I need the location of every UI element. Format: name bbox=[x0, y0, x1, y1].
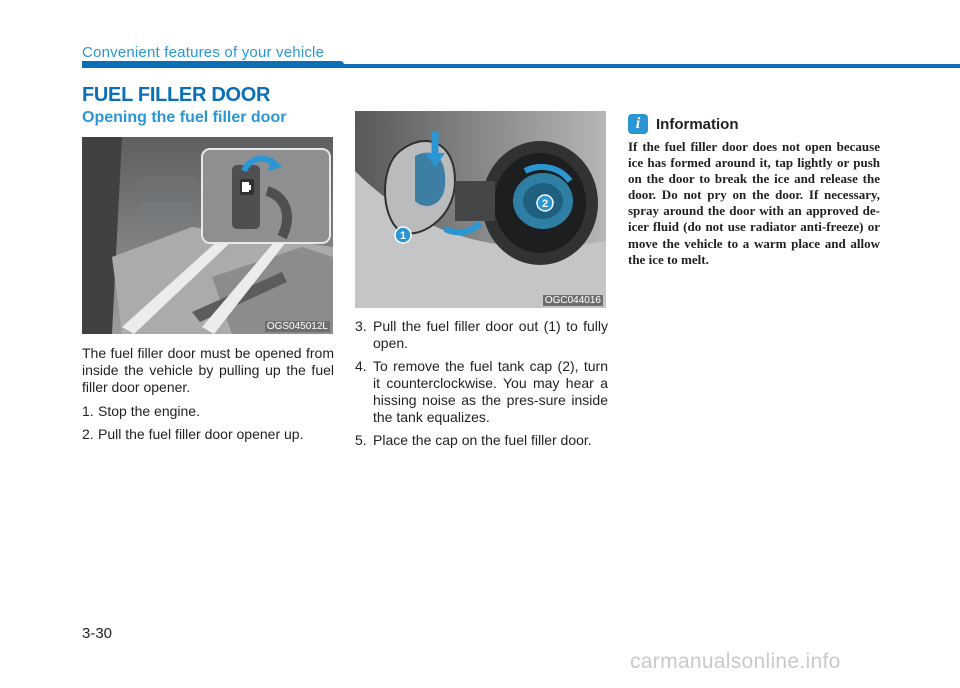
figure-code: OGS045012L bbox=[266, 321, 328, 332]
step-text: Place the cap on the fuel filler door. bbox=[373, 432, 592, 448]
step-4 bbox=[355, 358, 608, 426]
column-2-text bbox=[355, 318, 608, 455]
step-2 bbox=[82, 426, 334, 443]
step-3 bbox=[355, 318, 608, 352]
step-1 bbox=[82, 403, 334, 420]
fuel-door-illustration bbox=[355, 111, 606, 308]
section-header: Convenient features of your vehicle bbox=[82, 44, 325, 61]
figure-code: OGC044016 bbox=[544, 295, 601, 306]
figure-fuel-door-photo bbox=[355, 111, 606, 308]
step-5 bbox=[355, 432, 608, 449]
step-text: Pull the fuel filler door out (1) to fully open. bbox=[373, 318, 608, 351]
info-icon: i bbox=[628, 114, 648, 134]
step-number: 4. bbox=[355, 358, 367, 374]
subheading: Opening the fuel filler door bbox=[82, 109, 287, 126]
svg-text:2: 2 bbox=[541, 198, 549, 210]
step-number: 2. bbox=[82, 426, 94, 442]
step-number: 1. bbox=[82, 403, 94, 419]
step-number: 3. bbox=[355, 318, 367, 334]
information-heading bbox=[628, 114, 739, 134]
intro-paragraph: The fuel filler door must be opened from inside the vehicle by pulling up the fuel filler door opener. bbox=[82, 345, 334, 395]
figure-opener-photo bbox=[82, 137, 333, 334]
header-rule-tab bbox=[82, 61, 344, 68]
step-number: 5. bbox=[355, 432, 367, 448]
step-text: Stop the engine. bbox=[98, 403, 200, 419]
information-title: Information bbox=[656, 115, 739, 133]
interior-illustration bbox=[82, 137, 333, 334]
column-1-text bbox=[82, 345, 334, 449]
svg-text:1: 1 bbox=[399, 230, 407, 242]
information-body: If the fuel filler door does not open because ice has formed around it, tap lightly or push on the door to break the ice and release the door. Do not pry on the door. If necessary, spray around the door with an approved de-icer fluid (do not use radiator anti-freeze) or move the vehicle to a warm place and allow the ice to melt. bbox=[628, 139, 880, 267]
step-text: To remove the fuel tank cap (2), turn it counterclockwise. You may hear a hissing noise as the pres-sure inside the tank equalizes. bbox=[373, 358, 608, 425]
page-number: 3-30 bbox=[82, 625, 113, 642]
step-text: Pull the fuel filler door opener up. bbox=[98, 426, 304, 442]
page-title: FUEL FILLER DOOR bbox=[82, 84, 271, 106]
watermark: carmanualsonline.info bbox=[630, 650, 841, 673]
